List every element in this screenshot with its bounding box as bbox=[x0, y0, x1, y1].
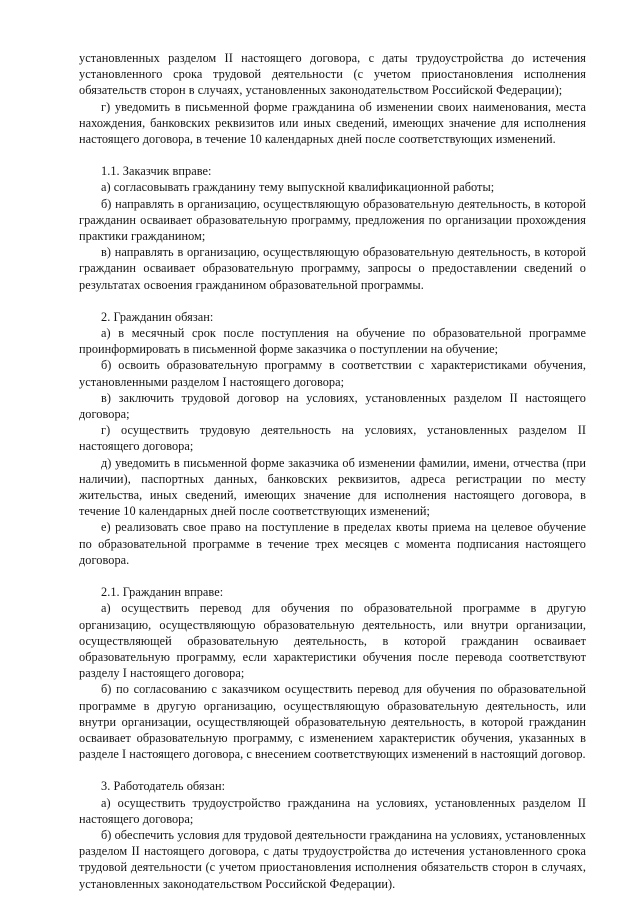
paragraph-2-a: а) в месячный срок после поступления на обучение по образовательной программе проинформировать в письменной форме заказчика о поступлении на обучение; bbox=[79, 326, 586, 357]
section-heading-2: 2. Гражданин обязан: bbox=[101, 309, 214, 324]
spacer bbox=[79, 147, 586, 163]
paragraph-2-c: в) заключить трудовой договор на условиях, установленных разделом II настоящего договора; bbox=[79, 390, 586, 422]
spacer bbox=[79, 293, 586, 309]
spacer bbox=[79, 762, 586, 778]
document-body bbox=[79, 50, 586, 892]
paragraph-3-a: а) осуществить трудоустройство гражданина на условиях, установленных разделом II настоящего договора; bbox=[79, 795, 586, 826]
section-heading-2-1: 2.1. Гражданин вправе: bbox=[101, 585, 224, 600]
paragraph-continuation: установленных разделом II настоящего договора, с даты трудоустройства до истечения установленного срока трудовой деятельности (с учетом приостановления исполнения обязательств сторон в случаях, установленных законодательством Российской Федерации); bbox=[79, 51, 586, 98]
paragraph-2-d: г) осуществить трудовую деятельность на условиях, установленных разделом II настоящего договора; bbox=[79, 423, 586, 454]
paragraph-employer-notify: г) уведомить в письменной форме гражданина об изменении своих наименования, места нахождения, банковских реквизитов или иных сведений, имеющих значение для исполнения настоящего договора, в течение 10 календарных дней после соответствующих изменений. bbox=[79, 99, 586, 147]
paragraph-2-f: е) реализовать свое право на поступление в пределах квоты приема на целевое обучение по образовательной программе в течение трех месяцев с момента подписания настоящего договора. bbox=[79, 520, 586, 567]
paragraph-2-b: б) освоить образовательную программу в соответствии с характеристиками обучения, установленными разделом I настоящего договора; bbox=[79, 358, 586, 389]
paragraph-2-e: д) уведомить в письменной форме заказчика об изменении фамилии, имени, отчества (при наличии), паспортных данных, банковских реквизитов, адреса регистрации по месту жительства, иных сведений, имеющих значение для исполнения настоящего договора, в течение 10 календарных дней после соответствующих изменений; bbox=[79, 455, 586, 519]
section-heading-3: 3. Работодатель обязан: bbox=[101, 779, 226, 794]
paragraph-1-1-c: в) направлять в организацию, осуществляющую образовательную деятельность, в которой гражданин осваивает образовательную программу, запросы о предоставлении сведений о результатах освоения гражданином образовательной программы. bbox=[79, 245, 586, 292]
paragraph-2-1-a: а) осуществить перевод для обучения по образовательной программе в другую организацию, осуществляющую образовательную деятельность, или внутри организации, осуществляющей образовательную деятельность, в которой гражданин осваивает образовательную программу, если характеристики обучения после перевода соответствуют разделу I настоящего договора; bbox=[79, 601, 586, 681]
paragraph-1-1-b: б) направлять в организацию, осуществляющую образовательную деятельность, в которой гражданин осваивает образовательную программу, предложения по организации прохождения практики гражданином; bbox=[79, 196, 586, 244]
spacer bbox=[79, 568, 586, 584]
section-heading-1-1: 1.1. Заказчик вправе: bbox=[101, 164, 212, 179]
paragraph-3-b: б) обеспечить условия для трудовой деятельности гражданина на условиях, установленных разделом II настоящего договора, с даты трудоустройства до истечения установленного срока трудовой деятельности (с учетом приостановления исполнения обязательств сторон в случаях, установленных законодательством Российской Федерации). bbox=[79, 827, 586, 891]
paragraph-1-1-a: а) согласовывать гражданину тему выпускной квалификационной работы; bbox=[101, 180, 495, 195]
paragraph-2-1-b: б) по согласованию с заказчиком осуществить перевод для обучения по образовательной программе в другую организацию, осуществляющую образовательную деятельность, или внутри организации, осуществляющей образовательную деятельность, в которой гражданин осваивает образовательную программу, с изменением характеристик обучения, указанных в разделе I настоящего договора, с внесением соответствующих изменений в настоящий договор. bbox=[79, 682, 586, 762]
